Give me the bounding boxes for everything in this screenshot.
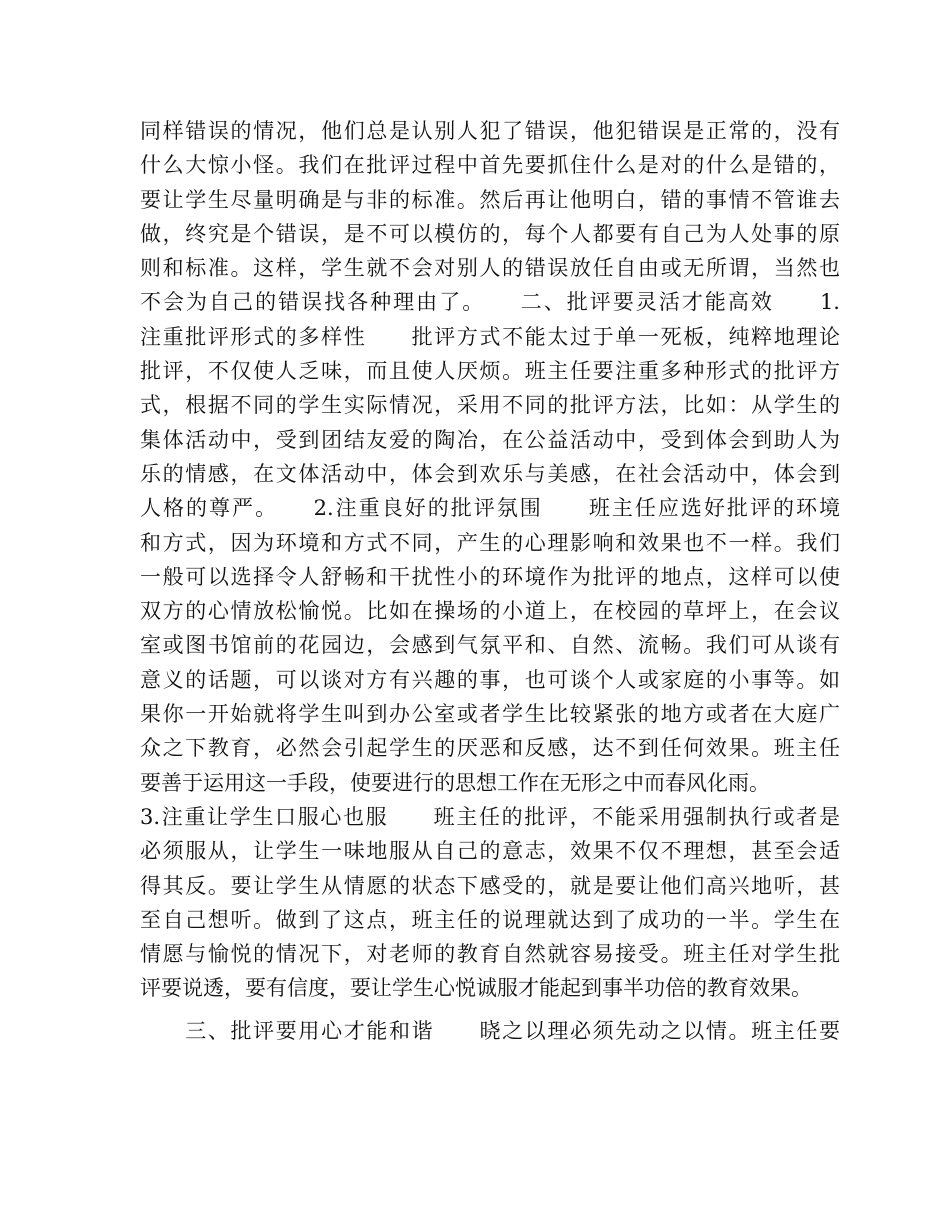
text-line: 3.注重让学生口服心也服 班主任的批评，不能采用强制执行或者是 [140, 804, 840, 829]
text-line: 同样错误的情况，他们总是认别人犯了错误，他犯错误是正常的，没有 [140, 119, 840, 143]
text-line: 式，根据不同的学生实际情况，采用不同的批评方法，比如：从学生的 [140, 393, 840, 418]
text-line: 集体活动中，受到团结友爱的陶冶，在公益活动中，受到体会到助人为 [140, 427, 840, 452]
text-line: 双方的心情放松愉悦。比如在操场的小道上，在校园的草坪上，在会议 [140, 599, 840, 624]
text-line: 一般可以选择令人舒畅和干扰性小的环境作为批评的地点，这样可以使 [140, 564, 840, 589]
text-line: 注重批评形式的多样性 批评方式不能太过于单一死板，纯粹地理论 [140, 324, 840, 349]
text-line: 要让学生尽量明确是与非的标准。然后再让他明白，错的事情不管谁去 [140, 187, 840, 212]
text-line: 评要说透，要有信度，要让学生心悦诚服才能起到事半功倍的教育效果。 [140, 976, 812, 1001]
text-line: 什么大惊小怪。我们在批评过程中首先要抓住什么是对的什么是错的， [140, 153, 840, 178]
text-line: 必须服从，让学生一味地服从自己的意志，效果不仅不理想，甚至会适 [140, 839, 840, 864]
text-line: 则和标准。这样，学生就不会对别人的错误放任自由或无所谓，当然也 [140, 256, 840, 281]
text-line: 批评，不仅使人乏味，而且使人厌烦。班主任要注重多种形式的批评方 [140, 359, 840, 384]
text-line: 室或图书馆前的花园边，会感到气氛平和、自然、流畅。我们可从谈有 [140, 633, 840, 658]
text-line: 做，终究是个错误，是不可以模仿的，每个人都要有自己为人处事的原 [140, 221, 840, 246]
text-line: 乐的情感，在文体活动中，体会到欢乐与美感，在社会活动中，体会到 [140, 461, 840, 486]
text-line: 三、批评要用心才能和谐 晓之以理必须先动之以情。班主任要 [140, 1018, 840, 1043]
text-line: 众之下教育，必然会引起学生的厌恶和反感，达不到任何效果。班主任 [140, 736, 840, 761]
text-line: 和方式，因为环境和方式不同，产生的心理影响和效果也不一样。我们 [140, 530, 840, 555]
body-text [140, 114, 840, 1048]
text-line: 不会为自己的错误找各种理由了。 二、批评要灵活才能高效 1. [140, 290, 840, 315]
text-line: 果你一开始就将学生叫到办公室或者学生比较紧张的地方或者在大庭广 [140, 702, 840, 727]
text-line: 人格的尊严。 2.注重良好的批评氛围 班主任应选好批评的环境 [140, 496, 840, 521]
text-line: 意义的话题，可以谈对方有兴趣的事，也可谈个人或家庭的小事等。如 [140, 667, 840, 692]
text-line: 要善于运用这一手段，使要进行的思想工作在无形之中而春风化雨。 [140, 770, 770, 795]
text-line: 得其反。要让学生从情愿的状态下感受的，就是要让他们高兴地听，甚 [140, 873, 840, 898]
text-line: 情愿与愉悦的情况下，对老师的教育自然就容易接受。班主任对学生批 [140, 942, 840, 967]
paragraph-gap [140, 1006, 840, 1014]
text-line: 至自己想听。做到了这点，班主任的说理就达到了成功的一半。学生在 [140, 907, 840, 932]
